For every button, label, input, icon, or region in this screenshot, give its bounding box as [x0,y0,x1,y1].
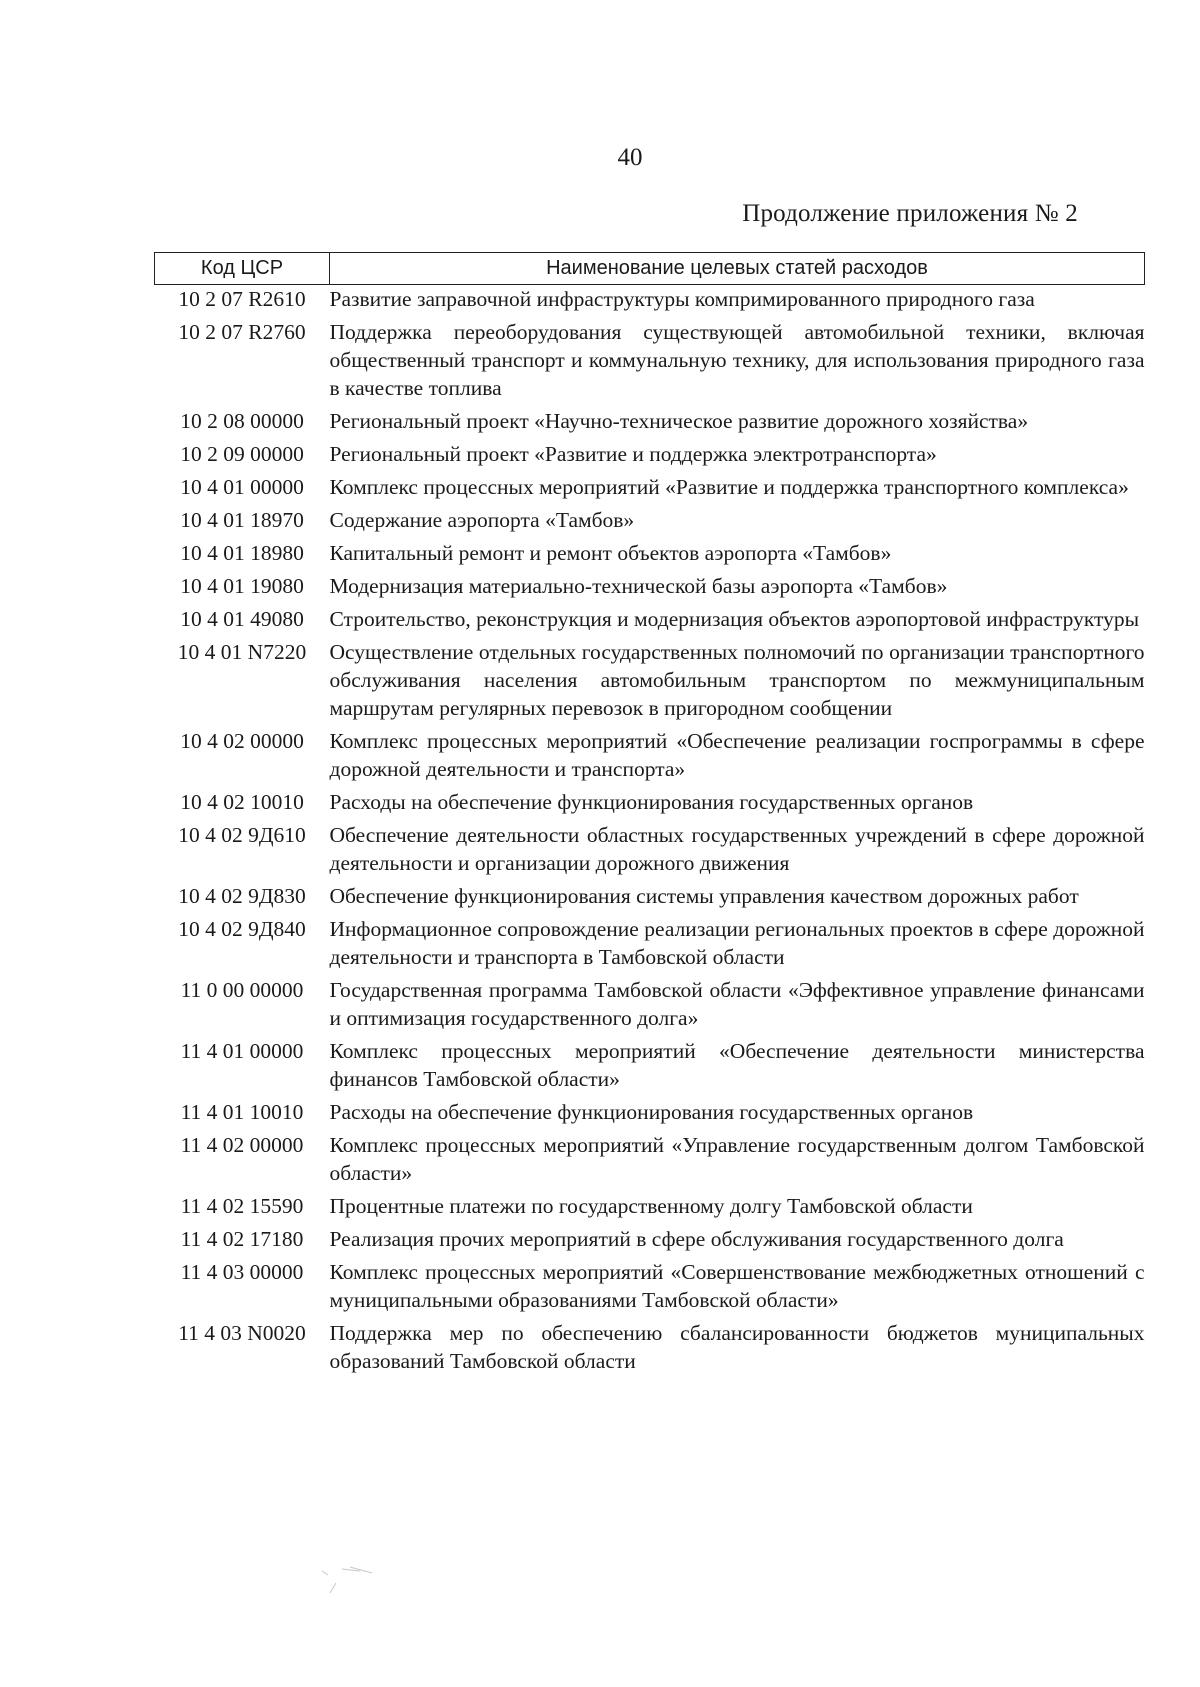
target-expenditure-table [154,252,1145,1380]
table-row [155,1319,1145,1380]
row-code: 10 2 07 R2610 [178,287,306,311]
table-row [155,882,1145,915]
row-code: 11 4 02 00000 [180,1133,304,1157]
row-code: 11 4 01 00000 [180,1039,304,1063]
row-code: 10 2 07 R2760 [178,320,306,344]
row-code: 10 4 01 00000 [180,475,304,499]
row-code: 10 4 02 00000 [180,729,304,753]
table-row [155,285,1145,319]
table-row [155,638,1145,727]
row-name: Комплекс процессных мероприятий «Обеспечение деятельности министерства финансов Тамбовской области» [329,1039,1145,1091]
row-name: Комплекс процессных мероприятий «Управление государственным долгом Тамбовской области» [329,1133,1145,1185]
table-row [155,605,1145,638]
table-row [155,1192,1145,1225]
table-row [155,473,1145,506]
table-header-row [155,253,1145,285]
table-row [155,572,1145,605]
row-name: Реализация прочих мероприятий в сфере обслуживания государственного долга [329,1227,1064,1251]
table-row [155,1258,1145,1319]
row-name: Комплекс процессных мероприятий «Обеспечение реализации госпрограммы в сфере дорожной деятельности и транспорта» [329,729,1145,781]
row-code: 10 4 02 9Д840 [178,917,306,941]
row-code: 10 4 02 10010 [180,790,304,814]
header-name: Наименование целевых статей расходов [330,253,1145,285]
page-number: 40 [617,144,643,171]
row-code: 11 4 02 15590 [180,1194,304,1218]
row-code: 10 4 02 9Д610 [178,823,306,847]
table-row [155,1037,1145,1098]
table-row [155,318,1145,407]
row-name: Региональный проект «Научно-техническое развитие дорожного хозяйства» [329,409,1029,433]
row-name: Обеспечение функционирования системы управления качеством дорожных работ [329,884,1079,908]
row-name: Расходы на обеспечение функционирования государственных органов [329,1100,974,1124]
row-code: 10 4 01 N7220 [177,640,307,664]
row-code: 10 4 01 18970 [180,508,304,532]
row-name: Осуществление отдельных государственных полномочий по организации транспортного обслуживания населения автомобильным транспортом по межмуниципальным маршрутам регулярных перевозок в пригородном сообщении [329,640,1145,720]
row-code: 10 4 01 18980 [180,541,304,565]
row-name: Развитие заправочной инфраструктуры компримированного природного газа [329,287,1035,311]
row-name: Информационное сопровождение реализации региональных проектов в сфере дорожной деятельности и транспорта в Тамбовской области [329,917,1145,969]
row-name: Региональный проект «Развитие и поддержка электротранспорта» [329,442,937,466]
row-code: 11 4 01 10010 [180,1100,304,1124]
table-row [155,1131,1145,1192]
row-name: Процентные платежи по государственному долгу Тамбовской области [329,1194,973,1218]
row-code: 10 4 02 9Д830 [178,884,306,908]
table-row [155,1098,1145,1131]
row-code: 11 0 00 00000 [180,978,304,1002]
row-code: 10 4 01 49080 [180,607,304,631]
table-row [155,788,1145,821]
table-row [155,506,1145,539]
row-name: Поддержка переоборудования существующей автомобильной техники, включая общественный транспорт и коммунальную технику, для использования природного газа в качестве топлива [329,320,1145,400]
row-name: Строительство, реконструкция и модернизация объектов аэропортовой инфраструктуры [329,607,1140,631]
row-name: Комплекс процессных мероприятий «Совершенствование межбюджетных отношений с муниципальными образованиями Тамбовской области» [329,1260,1145,1312]
table-row [155,915,1145,976]
table-row [155,407,1145,440]
appendix-continuation-note: Продолжение приложения № 2 [742,200,1078,227]
row-code: 10 2 09 00000 [180,442,304,466]
row-name: Комплекс процессных мероприятий «Развитие и поддержка транспортного комплекса» [329,475,1129,499]
table-body [155,285,1145,1381]
table-row [155,727,1145,788]
row-code: 11 4 02 17180 [180,1227,304,1251]
table-row [155,821,1145,882]
header-code: Код ЦСР [155,253,330,285]
row-name: Поддержка мер по обеспечению сбалансированности бюджетов муниципальных образований Тамбовской области [329,1321,1145,1373]
row-name: Модернизация материально-технической базы аэропорта «Тамбов» [329,574,948,598]
scan-artifact-mark [320,1565,380,1595]
table-row [155,1225,1145,1258]
row-name: Капитальный ремонт и ремонт объектов аэропорта «Тамбов» [329,541,892,565]
table-row [155,440,1145,473]
table-row [155,976,1145,1037]
row-name: Государственная программа Тамбовской области «Эффективное управление финансами и оптимизация государственного долга» [329,978,1145,1030]
row-name: Содержание аэропорта «Тамбов» [329,508,635,532]
row-code: 10 4 01 19080 [180,574,304,598]
table-row [155,539,1145,572]
row-name: Обеспечение деятельности областных государственных учреждений в сфере дорожной деятельности и организации дорожного движения [329,823,1145,875]
row-code: 11 4 03 00000 [180,1260,304,1284]
row-code: 11 4 03 N0020 [178,1321,306,1345]
row-name: Расходы на обеспечение функционирования государственных органов [329,790,974,814]
row-code: 10 2 08 00000 [180,409,304,433]
